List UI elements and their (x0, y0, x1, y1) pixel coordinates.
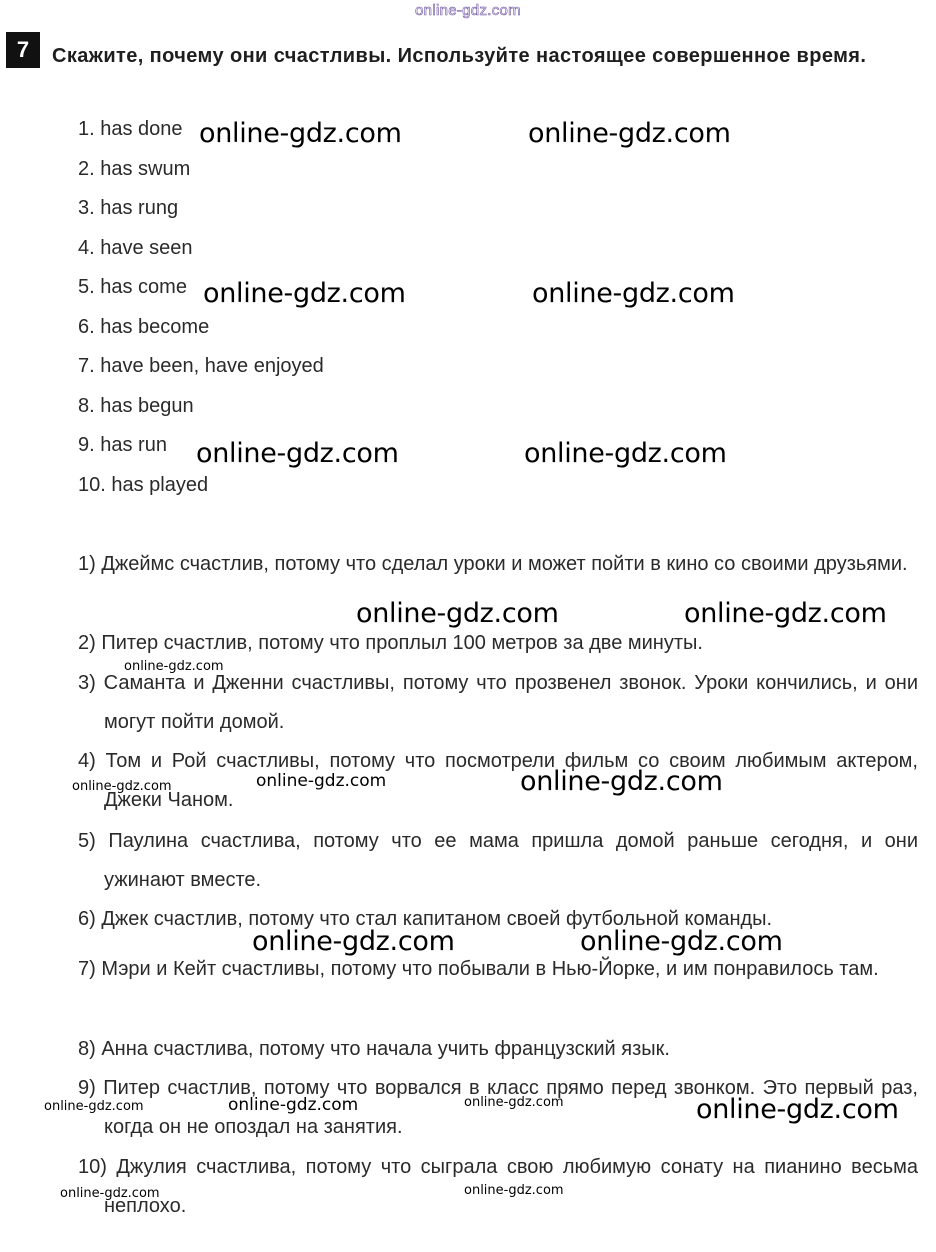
answer-item: 5. has come (78, 276, 187, 298)
answer-item: 7. have been, have enjoyed (78, 355, 324, 377)
translation-item: 4) Том и Рой счастливы, потому что посмотрели фильм со своим любимым актером, Джеки Чаном. (78, 750, 918, 811)
watermark-small: online-gdz.com (464, 1095, 564, 1110)
translation-item: 2) Питер счастлив, потому что проплыл 100 метров за две минуты. (78, 632, 703, 654)
watermark: online-gdz.com (199, 118, 402, 149)
translation-item: 8) Анна счастлива, потому что начала учить французский язык. (78, 1038, 670, 1060)
watermark: online-gdz.com (684, 598, 887, 629)
translation-item: 9) Питер счастлив, потому что ворвался в класс прямо перед звонком. Это первый раз, когда он не опоздал на занятия. (78, 1077, 918, 1138)
answer-item: 6. has become (78, 316, 210, 338)
watermark-small: online-gdz.com (464, 1183, 564, 1198)
watermark-small: online-gdz.com (60, 1186, 160, 1201)
watermark: online-gdz.com (580, 926, 783, 957)
watermark: online-gdz.com (252, 926, 455, 957)
translation-item: 7) Мэри и Кейт счастливы, потому что побывали в Нью-Йорке, и им понравилось там. (78, 958, 879, 980)
watermark: online-gdz.com (532, 278, 735, 309)
watermark-small: online-gdz.com (256, 771, 387, 791)
watermark-small: online-gdz.com (124, 659, 224, 674)
answer-item: 4. have seen (78, 237, 193, 259)
task-number-badge: 7 (6, 32, 40, 68)
answer-item: 3. has rung (78, 197, 179, 219)
watermark: online-gdz.com (520, 766, 723, 797)
translation-item: 5) Паулина счастлива, потому что ее мама пришла домой раньше сегодня, и они ужинают вместе. (78, 830, 918, 891)
translation-item: 3) Саманта и Дженни счастливы, потому что прозвенел звонок. Уроки кончились, и они могут пойти домой. (78, 672, 918, 733)
watermark: online-gdz.com (528, 118, 731, 149)
translation-item: 10) Джулия счастлива, потому что сыграла свою любимую сонату на пианино весьма неплохо. (78, 1156, 918, 1217)
watermark: online-gdz.com (696, 1094, 899, 1125)
answer-item: 8. has begun (78, 395, 194, 417)
answer-item: 10. has played (78, 474, 209, 496)
answer-item: 1. has done (78, 118, 183, 140)
answer-item: 2. has swum (78, 158, 191, 180)
translation-item: 1) Джеймс счастлив, потому что сделал уроки и может пойти в кино со своими друзьями. (78, 553, 908, 575)
watermark: online-gdz.com (524, 438, 727, 469)
translation-item: 6) Джек счастлив, потому что стал капитаном своей футбольной команды. (78, 908, 773, 930)
header-watermark: online-gdz.com (415, 2, 521, 19)
answer-item: 9. has run (78, 434, 167, 456)
watermark-small: online-gdz.com (72, 779, 172, 794)
watermark: online-gdz.com (203, 278, 406, 309)
watermark-small: online-gdz.com (228, 1095, 359, 1115)
watermark-small: online-gdz.com (44, 1099, 144, 1114)
watermark: online-gdz.com (356, 598, 559, 629)
task-title: Скажите, почему они счастливы. Используйте настоящее совершенное время. (52, 45, 867, 67)
watermark: online-gdz.com (196, 438, 399, 469)
